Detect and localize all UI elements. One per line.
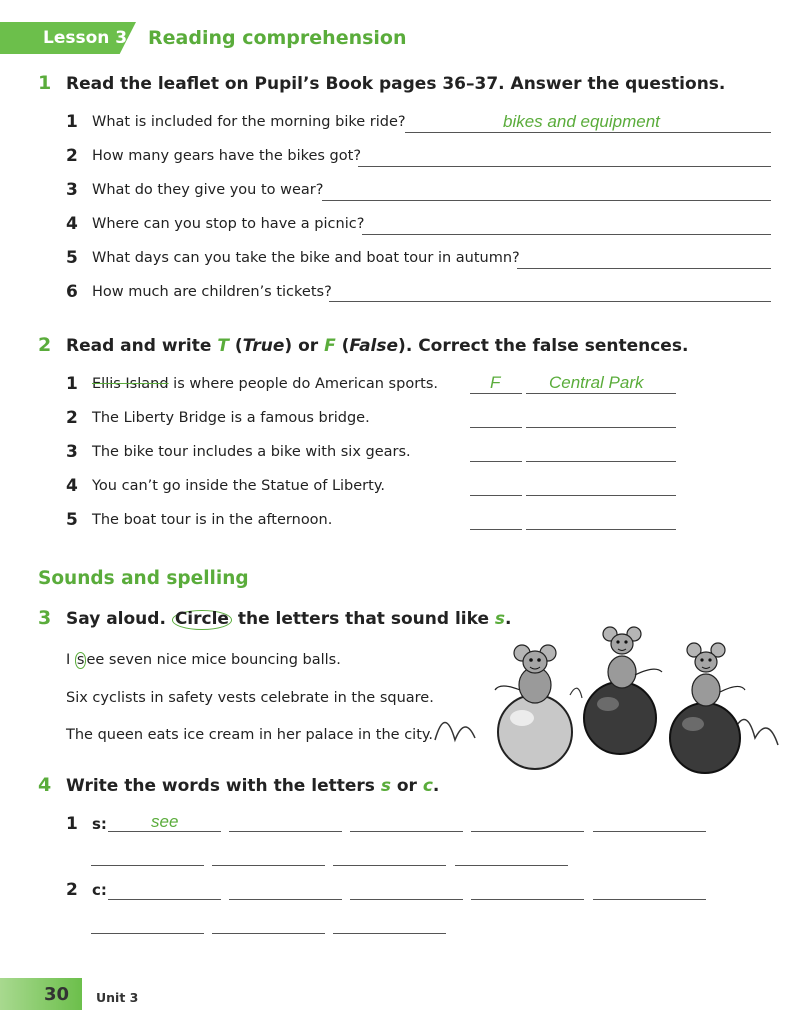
tf-line-5[interactable]	[470, 510, 522, 530]
exercise-1-instruction: Read the leaflet on Pupil’s Book pages 36–37. Answer the questions.	[66, 74, 726, 94]
question-4-number: 4	[66, 214, 78, 234]
statement-1-number: 1	[66, 374, 78, 394]
question-6-number: 6	[66, 282, 78, 302]
letter-c: c	[422, 776, 433, 796]
question-3-number: 3	[66, 180, 78, 200]
dark-ball	[670, 703, 740, 773]
statement-4-number: 4	[66, 476, 78, 496]
statement-4-text: You can’t go inside the Statue of Liberty.	[92, 478, 385, 494]
correction-line-3[interactable]	[526, 442, 676, 462]
ball-highlight	[510, 710, 534, 726]
word-line[interactable]	[212, 914, 325, 934]
tf-line-2[interactable]	[470, 408, 522, 428]
exercise-3-number: 3	[38, 607, 52, 629]
word-line[interactable]	[91, 914, 204, 934]
question-5-text: What days can you take the bike and boat tour in autumn?	[92, 250, 520, 266]
section-heading: Sounds and spelling	[38, 568, 249, 589]
instruction-end: .	[505, 609, 512, 629]
word-line[interactable]	[108, 880, 221, 900]
word-line[interactable]	[471, 812, 584, 832]
question-2-number: 2	[66, 146, 78, 166]
word-line[interactable]	[212, 846, 325, 866]
question-2-text: How many gears have the bikes got?	[92, 148, 362, 164]
word-line[interactable]	[91, 846, 204, 866]
mouse-1	[495, 645, 556, 703]
true-word: True	[242, 336, 285, 356]
answer-1-text: bikes and equipment	[503, 112, 660, 131]
statement-5-text: The boat tour is in the afternoon.	[92, 512, 333, 528]
letter-s: s	[380, 776, 391, 796]
row-1-number: 1	[66, 814, 78, 834]
dark-ball	[584, 682, 656, 754]
answer-line-6[interactable]	[329, 282, 771, 302]
page-number-tab	[0, 978, 82, 1010]
true-letter: T	[217, 336, 229, 356]
tf-line-3[interactable]	[470, 442, 522, 462]
word-line[interactable]	[455, 846, 568, 866]
sentence-text: I	[66, 652, 75, 668]
word-line[interactable]	[350, 880, 463, 900]
statement-3-number: 3	[66, 442, 78, 462]
answer-line-3[interactable]	[322, 181, 771, 201]
question-4-text: Where can you stop to have a picnic?	[92, 216, 365, 232]
instruction-text: . Correct the false sentences.	[405, 336, 689, 356]
or-word: or	[292, 336, 325, 356]
instruction-text: Write the words with the letters	[66, 776, 381, 796]
answer-line-2[interactable]	[358, 147, 771, 167]
lesson-label: Lesson 3	[43, 28, 128, 48]
word-line[interactable]	[333, 914, 446, 934]
bounce-trail	[570, 688, 582, 698]
word-line[interactable]	[333, 846, 446, 866]
struck-text: Ellis Island	[92, 376, 169, 392]
sentence-3: The queen eats ice cream in her palace in the city.	[66, 727, 434, 743]
exercise-4-number: 4	[38, 774, 52, 796]
answer-line-4[interactable]	[362, 215, 771, 235]
word-line[interactable]	[229, 880, 342, 900]
mouse-2	[603, 627, 662, 688]
false-letter: F	[324, 336, 336, 356]
or-word: or	[390, 776, 423, 796]
statement-3-text: The bike tour includes a bike with six gears.	[92, 444, 411, 460]
word-line[interactable]	[471, 880, 584, 900]
sentence-text: ee seven nice mice bouncing balls.	[86, 652, 341, 668]
word-answer-1: see	[151, 812, 179, 831]
question-3-text: What do they give you to wear?	[92, 182, 324, 198]
ball-highlight	[682, 717, 704, 731]
question-6-text: How much are children’s tickets?	[92, 284, 332, 300]
word-line[interactable]	[229, 812, 342, 832]
correction-answer-1: Central Park	[549, 373, 644, 392]
exercise-2-instruction: Read and write T (True) or F (False). Correct the false sentences.	[66, 336, 689, 356]
mouse-3	[687, 643, 745, 706]
circled-letter[interactable]: s	[76, 652, 85, 668]
statement-text: is where people do American sports.	[168, 376, 439, 392]
lesson-header	[0, 20, 420, 56]
unit-label: Unit 3	[96, 990, 139, 1005]
word-line[interactable]	[593, 880, 706, 900]
correction-line-2[interactable]	[526, 408, 676, 428]
question-5-number: 5	[66, 248, 78, 268]
row-2-number: 2	[66, 880, 78, 900]
instruction-text: Say aloud.	[66, 609, 172, 629]
correction-line-4[interactable]	[526, 476, 676, 496]
bounce-trail	[435, 723, 475, 741]
answer-line-5[interactable]	[517, 249, 771, 269]
statement-1-text	[92, 376, 438, 392]
exercise-1-number: 1	[38, 72, 52, 94]
false-word: False	[349, 336, 399, 356]
lesson-title: Reading comprehension	[148, 27, 407, 49]
instruction-end: .	[432, 776, 440, 796]
row-2-label: c:	[92, 881, 107, 899]
ball-highlight	[597, 697, 619, 711]
sentence-2: Six cyclists in safety vests celebrate in the square.	[66, 690, 434, 706]
circle-word: Circle	[172, 610, 232, 630]
sentence-1	[66, 652, 341, 669]
question-1-text: What is included for the morning bike ride?	[92, 114, 406, 130]
sound-letter: s	[494, 609, 506, 629]
question-1-number: 1	[66, 112, 78, 132]
tf-answer-1: F	[490, 373, 501, 392]
exercise-2-number: 2	[38, 334, 52, 356]
instruction-text: the letters that sound like	[231, 609, 495, 629]
page-number: 30	[44, 984, 70, 1005]
instruction-text: Read and write	[66, 336, 218, 356]
light-ball	[498, 695, 572, 769]
correction-line-5[interactable]	[526, 510, 676, 530]
statement-2-number: 2	[66, 408, 78, 428]
row-1-label: s:	[92, 815, 107, 833]
exercise-4-instruction	[66, 776, 439, 796]
word-line[interactable]	[350, 812, 463, 832]
mice-bouncing-balls-illustration	[430, 620, 785, 775]
statement-5-number: 5	[66, 510, 78, 530]
statement-2-text: The Liberty Bridge is a famous bridge.	[92, 410, 370, 426]
word-line[interactable]	[593, 812, 706, 832]
tf-line-4[interactable]	[470, 476, 522, 496]
